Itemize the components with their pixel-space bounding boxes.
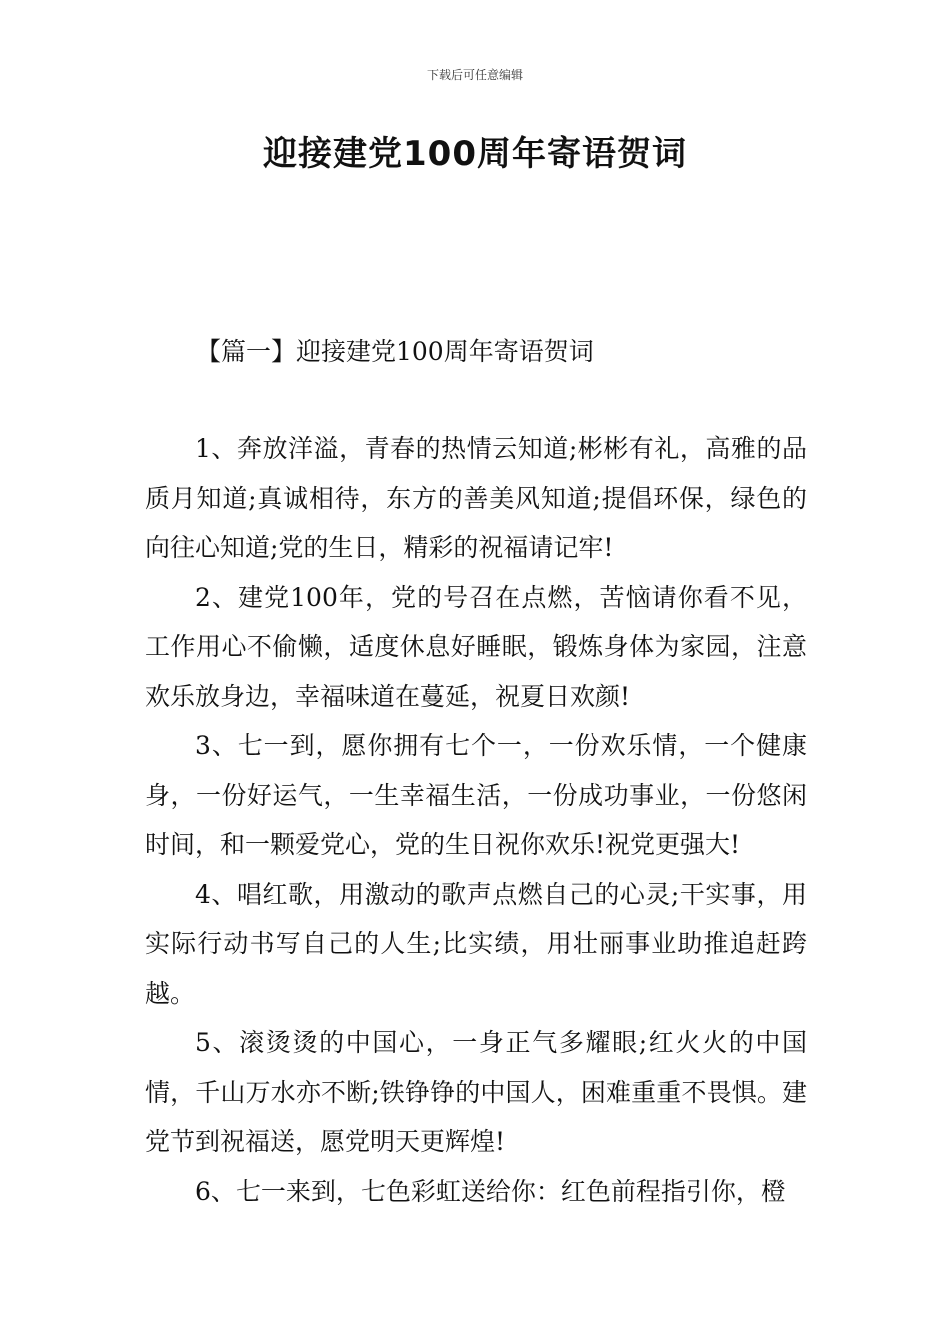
paragraph-4: 4、唱红歌，用激动的歌声点燃自己的心灵;干实事，用实际行动书写自己的人生;比实绩，用壮丽事业助推追赶跨越。 <box>145 879 807 1008</box>
document-title: 迎接建党100周年寄语贺词 <box>263 134 687 174</box>
paragraph-2: 2、建党100年，党的号召在点燃，苦恼请你看不见，工作用心不偷懒，适度休息好睡眠，锻炼身体为家园，注意欢乐放身边，幸福味道在蔓延，祝夏日欢颜! <box>145 582 807 711</box>
paragraph-5: 5、滚烫烫的中国心，一身正气多耀眼;红火火的中国情，千山万水亦不断;铁铮铮的中国人，困难重重不畏惧。建党节到祝福送，愿党明天更辉煌! <box>145 1028 807 1156</box>
header-note: 下载后可任意编辑 <box>426 68 523 82</box>
section-heading: 【篇一】迎接建党100周年寄语贺词 <box>196 337 594 366</box>
paragraph-1: 1、奔放洋溢，青春的热情云知道;彬彬有礼，高雅的品质月知道;真诚相待，东方的善美风知道;提倡环保，绿色的向往心知道;党的生日，精彩的祝福请记牢! <box>145 434 807 562</box>
paragraph-3: 3、七一到，愿你拥有七个一，一份欢乐情，一个健康身，一份好运气，一生幸福生活，一份成功事业，一份悠闲时间，和一颗爱党心，党的生日祝你欢乐!祝党更强大! <box>145 731 807 859</box>
paragraph-6: 6、七一来到，七色彩虹送给你：红色前程指引你，橙 <box>195 1176 786 1206</box>
document-body <box>145 424 807 1216</box>
